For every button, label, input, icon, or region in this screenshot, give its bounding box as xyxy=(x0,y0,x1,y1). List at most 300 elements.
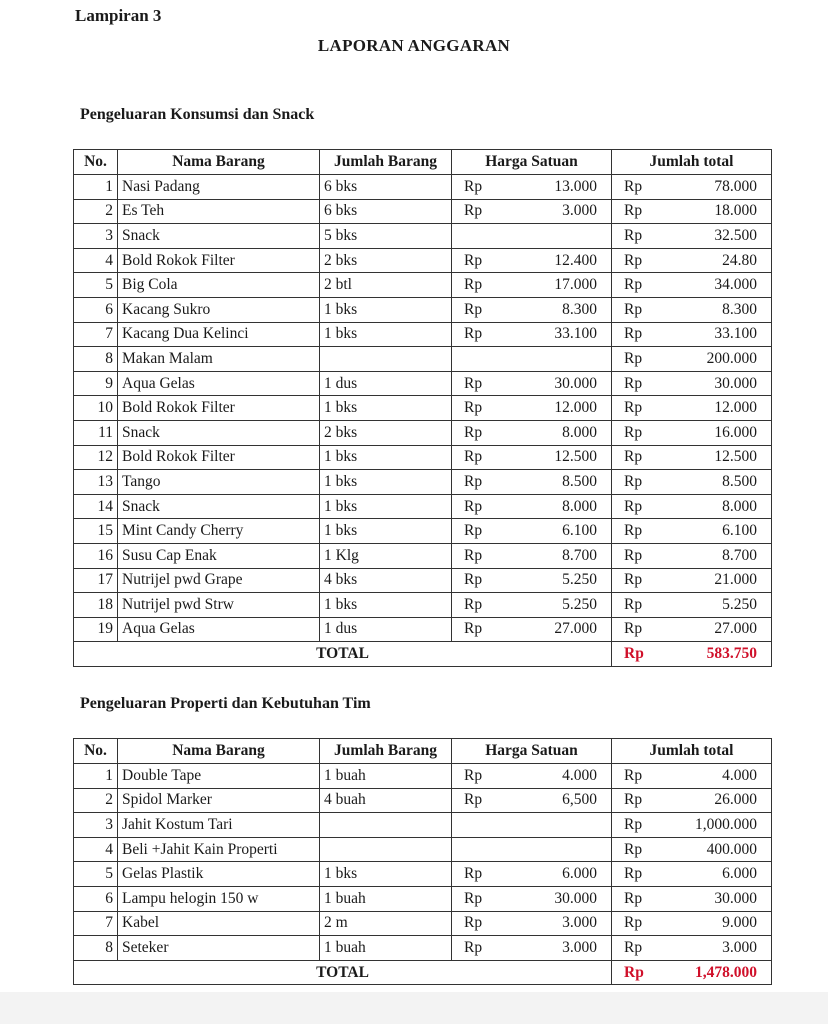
line-total xyxy=(616,471,767,493)
line-total-amount: 26.000 xyxy=(714,791,757,809)
unit-price-amount: 8.000 xyxy=(562,423,597,441)
document-title: LAPORAN ANGGARAN xyxy=(317,36,511,55)
row-number: 12 xyxy=(74,445,118,470)
table-row xyxy=(74,470,772,495)
table-row xyxy=(74,175,772,200)
item-quantity: 1 bks xyxy=(320,322,452,347)
unit-price-cell xyxy=(452,199,612,224)
currency-label: Rp xyxy=(464,865,483,883)
unit-price-amount: 30.000 xyxy=(554,889,597,907)
currency-label: Rp xyxy=(624,276,643,294)
currency-label: Rp xyxy=(624,571,643,589)
line-total-cell xyxy=(612,273,772,298)
table-row xyxy=(74,297,772,322)
item-quantity xyxy=(320,813,452,838)
col-header-item-name: Nama Barang xyxy=(118,150,320,175)
table-row xyxy=(74,224,772,249)
item-name: Bold Rokok Filter xyxy=(118,248,320,273)
currency-label: Rp xyxy=(464,620,483,638)
unit-price xyxy=(456,545,607,567)
item-quantity: 1 dus xyxy=(320,371,452,396)
currency-label: Rp xyxy=(464,889,483,907)
line-total-cell xyxy=(612,445,772,470)
line-total-cell xyxy=(612,568,772,593)
total-label: TOTAL xyxy=(74,642,612,667)
currency-label: Rp xyxy=(624,766,643,784)
line-total-cell xyxy=(612,371,772,396)
line-total-cell xyxy=(612,470,772,495)
item-quantity xyxy=(320,837,452,862)
unit-price-amount: 8.000 xyxy=(562,497,597,515)
table-row xyxy=(74,911,772,936)
line-total xyxy=(616,176,767,198)
unit-price-cell xyxy=(452,371,612,396)
item-name: Tango xyxy=(118,470,320,495)
unit-price-cell xyxy=(452,862,612,887)
line-total xyxy=(616,323,767,345)
currency-label: Rp xyxy=(464,522,483,540)
line-total-amount: 21.000 xyxy=(714,571,757,589)
line-total xyxy=(616,594,767,616)
item-name: Jahit Kostum Tari xyxy=(118,813,320,838)
row-number: 7 xyxy=(74,322,118,347)
item-name: Susu Cap Enak xyxy=(118,543,320,568)
unit-price-cell xyxy=(452,837,612,862)
unit-price-cell xyxy=(452,470,612,495)
line-total xyxy=(616,274,767,296)
grand-total xyxy=(616,643,767,665)
row-number: 2 xyxy=(74,199,118,224)
line-total xyxy=(616,200,767,222)
line-total-cell xyxy=(612,813,772,838)
col-header-unit-price: Harga Satuan xyxy=(452,150,612,175)
item-quantity: 1 bks xyxy=(320,297,452,322)
currency-label: Rp xyxy=(464,423,483,441)
unit-price xyxy=(456,888,607,910)
unit-price-amount: 3.000 xyxy=(562,914,597,932)
currency-label: Rp xyxy=(624,620,643,638)
line-total xyxy=(616,250,767,272)
unit-price xyxy=(456,446,607,468)
unit-price xyxy=(456,912,607,934)
unit-price xyxy=(456,937,607,959)
unit-price-cell xyxy=(452,936,612,961)
unit-price-cell xyxy=(452,420,612,445)
line-total xyxy=(616,888,767,910)
currency-label: Rp xyxy=(624,815,643,833)
item-quantity: 1 bks xyxy=(320,519,452,544)
currency-label: Rp xyxy=(464,276,483,294)
currency-label: Rp xyxy=(624,226,643,244)
currency-label: Rp xyxy=(464,766,483,784)
unit-price-cell xyxy=(452,322,612,347)
currency-label: Rp xyxy=(624,595,643,613)
unit-price-amount: 27.000 xyxy=(554,620,597,638)
item-quantity: 4 buah xyxy=(320,788,452,813)
item-name: Aqua Gelas xyxy=(118,371,320,396)
item-name: Beli +Jahit Kain Properti xyxy=(118,837,320,862)
line-total-amount: 4.000 xyxy=(722,766,757,784)
line-total-amount: 32.500 xyxy=(714,226,757,244)
currency-label: Rp xyxy=(464,177,483,195)
item-quantity: 1 bks xyxy=(320,593,452,618)
table-row xyxy=(74,862,772,887)
unit-price-amount: 3.000 xyxy=(562,202,597,220)
currency-label: Rp xyxy=(464,202,483,220)
grand-total-cell xyxy=(612,642,772,667)
line-total-amount: 6.100 xyxy=(722,522,757,540)
currency-label: Rp xyxy=(624,325,643,343)
item-name: Kacang Dua Kelinci xyxy=(118,322,320,347)
unit-price-cell xyxy=(452,347,612,372)
line-total xyxy=(616,789,767,811)
currency-label: Rp xyxy=(464,399,483,417)
item-quantity: 1 Klg xyxy=(320,543,452,568)
item-quantity: 1 buah xyxy=(320,764,452,789)
line-total-amount: 3.000 xyxy=(722,938,757,956)
currency-label: Rp xyxy=(624,546,643,564)
unit-price xyxy=(456,200,607,222)
line-total-amount: 9.000 xyxy=(722,914,757,932)
col-header-quantity: Jumlah Barang xyxy=(320,739,452,764)
grand-total xyxy=(616,962,767,984)
unit-price-cell xyxy=(452,813,612,838)
currency-label: Rp xyxy=(464,914,483,932)
unit-price-cell xyxy=(452,911,612,936)
item-name: Kabel xyxy=(118,911,320,936)
table-row xyxy=(74,273,772,298)
unit-price-cell xyxy=(452,248,612,273)
line-total xyxy=(616,937,767,959)
table-row xyxy=(74,617,772,642)
unit-price xyxy=(456,618,607,640)
unit-price-amount: 3.000 xyxy=(562,938,597,956)
item-quantity: 1 bks xyxy=(320,470,452,495)
line-total-cell xyxy=(612,837,772,862)
unit-price-cell xyxy=(452,494,612,519)
currency-label: Rp xyxy=(624,177,643,195)
unit-price-amount: 12.400 xyxy=(554,251,597,269)
line-total-amount: 8.500 xyxy=(722,472,757,490)
line-total-amount: 18.000 xyxy=(714,202,757,220)
unit-price xyxy=(456,471,607,493)
header-row xyxy=(74,150,772,175)
unit-price-cell xyxy=(452,788,612,813)
row-number: 14 xyxy=(74,494,118,519)
line-total-amount: 12.500 xyxy=(714,448,757,466)
line-total-amount: 30.000 xyxy=(714,889,757,907)
bottom-strip xyxy=(0,992,828,1024)
row-number: 5 xyxy=(74,862,118,887)
item-name: Es Teh xyxy=(118,199,320,224)
unit-price xyxy=(456,274,607,296)
line-total-amount: 78.000 xyxy=(714,177,757,195)
table-row xyxy=(74,788,772,813)
line-total-cell xyxy=(612,911,772,936)
table-row xyxy=(74,568,772,593)
line-total xyxy=(616,863,767,885)
currency-label: Rp xyxy=(624,202,643,220)
total-row xyxy=(74,642,772,667)
item-quantity: 1 buah xyxy=(320,936,452,961)
line-total-amount: 30.000 xyxy=(714,374,757,392)
item-quantity: 1 buah xyxy=(320,886,452,911)
unit-price xyxy=(456,373,607,395)
line-total-cell xyxy=(612,199,772,224)
line-total xyxy=(616,814,767,836)
item-name: Nutrijel pwd Strw xyxy=(118,593,320,618)
unit-price xyxy=(456,789,607,811)
appendix-label: Lampiran 3 xyxy=(75,6,162,25)
currency-label: Rp xyxy=(624,840,643,858)
table-row xyxy=(74,199,772,224)
line-total-cell xyxy=(612,764,772,789)
item-name: Makan Malam xyxy=(118,347,320,372)
currency-label: Rp xyxy=(464,448,483,466)
currency-label: Rp xyxy=(624,472,643,490)
item-name: Gelas Plastik xyxy=(118,862,320,887)
currency-label: Rp xyxy=(464,497,483,515)
row-number: 10 xyxy=(74,396,118,421)
unit-price-amount: 33.100 xyxy=(554,325,597,343)
line-total-cell xyxy=(612,396,772,421)
currency-label: Rp xyxy=(624,300,643,318)
line-total-cell xyxy=(612,347,772,372)
unit-price xyxy=(456,569,607,591)
row-number: 8 xyxy=(74,936,118,961)
currency-label: Rp xyxy=(464,472,483,490)
table-row xyxy=(74,813,772,838)
item-name: Seteker xyxy=(118,936,320,961)
line-total-amount: 8.300 xyxy=(722,300,757,318)
currency-label: Rp xyxy=(624,865,643,883)
col-header-total: Jumlah total xyxy=(612,739,772,764)
row-number: 7 xyxy=(74,911,118,936)
unit-price xyxy=(456,250,607,272)
section-title-property: Pengeluaran Properti dan Kebutuhan Tim xyxy=(80,695,371,712)
table-row xyxy=(74,347,772,372)
line-total-cell xyxy=(612,936,772,961)
table-row xyxy=(74,322,772,347)
unit-price xyxy=(456,863,607,885)
currency-label: Rp xyxy=(624,374,643,392)
col-header-no: No. xyxy=(74,739,118,764)
currency-label: Rp xyxy=(464,791,483,809)
line-total xyxy=(616,839,767,861)
line-total-amount: 34.000 xyxy=(714,276,757,294)
line-total-cell xyxy=(612,519,772,544)
line-total xyxy=(616,225,767,247)
row-number: 5 xyxy=(74,273,118,298)
unit-price-amount: 8.500 xyxy=(562,472,597,490)
unit-price-cell xyxy=(452,273,612,298)
grand-total-amount: 583.750 xyxy=(706,645,757,663)
line-total xyxy=(616,912,767,934)
line-total xyxy=(616,569,767,591)
header-row xyxy=(74,739,772,764)
currency-label: Rp xyxy=(624,399,643,417)
item-quantity: 1 bks xyxy=(320,862,452,887)
row-number: 3 xyxy=(74,224,118,249)
line-total-cell xyxy=(612,543,772,568)
currency-label: Rp xyxy=(464,938,483,956)
unit-price-cell xyxy=(452,568,612,593)
unit-price xyxy=(456,520,607,542)
currency-label: Rp xyxy=(464,251,483,269)
line-total xyxy=(616,422,767,444)
unit-price-amount: 8.300 xyxy=(562,300,597,318)
line-total-cell xyxy=(612,862,772,887)
item-quantity: 2 bks xyxy=(320,420,452,445)
line-total xyxy=(616,348,767,370)
unit-price-amount: 4.000 xyxy=(562,766,597,784)
section-title-consumption: Pengeluaran Konsumsi dan Snack xyxy=(80,106,315,123)
currency-label: Rp xyxy=(624,349,643,367)
table-row xyxy=(74,494,772,519)
line-total-cell xyxy=(612,420,772,445)
line-total-cell xyxy=(612,322,772,347)
item-quantity: 2 m xyxy=(320,911,452,936)
unit-price-amount: 5.250 xyxy=(562,571,597,589)
unit-price-amount: 17.000 xyxy=(554,276,597,294)
unit-price-cell xyxy=(452,886,612,911)
table-row xyxy=(74,519,772,544)
item-name: Snack xyxy=(118,224,320,249)
item-quantity: 4 bks xyxy=(320,568,452,593)
unit-price-cell xyxy=(452,175,612,200)
col-header-unit-price: Harga Satuan xyxy=(452,739,612,764)
line-total xyxy=(616,446,767,468)
unit-price xyxy=(456,594,607,616)
table-row xyxy=(74,764,772,789)
row-number: 11 xyxy=(74,420,118,445)
unit-price-cell xyxy=(452,396,612,421)
currency-label: Rp xyxy=(624,938,643,956)
line-total-amount: 27.000 xyxy=(714,620,757,638)
item-quantity: 1 bks xyxy=(320,445,452,470)
line-total xyxy=(616,618,767,640)
unit-price-cell xyxy=(452,297,612,322)
item-quantity: 5 bks xyxy=(320,224,452,249)
table-row xyxy=(74,445,772,470)
row-number: 4 xyxy=(74,248,118,273)
line-total-cell xyxy=(612,593,772,618)
item-quantity: 1 bks xyxy=(320,396,452,421)
item-quantity: 2 btl xyxy=(320,273,452,298)
currency-label: Rp xyxy=(624,497,643,515)
item-name: Mint Candy Cherry xyxy=(118,519,320,544)
line-total-cell xyxy=(612,617,772,642)
line-total-cell xyxy=(612,175,772,200)
unit-price-amount: 13.000 xyxy=(554,177,597,195)
unit-price-amount: 5.250 xyxy=(562,595,597,613)
unit-price-amount: 8.700 xyxy=(562,546,597,564)
currency-label: Rp xyxy=(464,374,483,392)
unit-price-cell xyxy=(452,224,612,249)
item-name: Snack xyxy=(118,494,320,519)
row-number: 6 xyxy=(74,297,118,322)
table-row xyxy=(74,543,772,568)
unit-price xyxy=(456,299,607,321)
unit-price-cell xyxy=(452,543,612,568)
item-name: Aqua Gelas xyxy=(118,617,320,642)
row-number: 6 xyxy=(74,886,118,911)
line-total-amount: 5.250 xyxy=(722,595,757,613)
line-total xyxy=(616,545,767,567)
grand-total-amount: 1,478.000 xyxy=(695,963,757,981)
line-total-amount: 200.000 xyxy=(706,349,757,367)
grand-total-currency: Rp xyxy=(624,963,644,981)
line-total-amount: 24.80 xyxy=(722,251,757,269)
line-total-cell xyxy=(612,224,772,249)
currency-label: Rp xyxy=(464,571,483,589)
total-label: TOTAL xyxy=(74,960,612,985)
unit-price-amount: 12.000 xyxy=(554,399,597,417)
unit-price xyxy=(456,496,607,518)
currency-label: Rp xyxy=(464,300,483,318)
unit-price-amount: 6.000 xyxy=(562,865,597,883)
item-name: Nutrijel pwd Grape xyxy=(118,568,320,593)
row-number: 1 xyxy=(74,175,118,200)
unit-price-cell xyxy=(452,764,612,789)
unit-price-amount: 6.100 xyxy=(562,522,597,540)
unit-price-amount: 12.500 xyxy=(554,448,597,466)
table-row xyxy=(74,837,772,862)
table-row xyxy=(74,248,772,273)
currency-label: Rp xyxy=(624,522,643,540)
table-row xyxy=(74,371,772,396)
unit-price xyxy=(456,765,607,787)
row-number: 18 xyxy=(74,593,118,618)
col-header-total: Jumlah total xyxy=(612,150,772,175)
line-total-amount: 16.000 xyxy=(714,423,757,441)
line-total-amount: 1,000.000 xyxy=(695,815,757,833)
currency-label: Rp xyxy=(464,325,483,343)
table-row xyxy=(74,396,772,421)
line-total-amount: 12.000 xyxy=(714,399,757,417)
line-total xyxy=(616,397,767,419)
unit-price xyxy=(456,397,607,419)
consumption-budget-table xyxy=(73,149,772,667)
item-name: Kacang Sukro xyxy=(118,297,320,322)
row-number: 8 xyxy=(74,347,118,372)
line-total-amount: 8.700 xyxy=(722,546,757,564)
unit-price-cell xyxy=(452,519,612,544)
currency-label: Rp xyxy=(464,595,483,613)
unit-price xyxy=(456,323,607,345)
unit-price-amount: 30.000 xyxy=(554,374,597,392)
item-quantity: 6 bks xyxy=(320,199,452,224)
row-number: 19 xyxy=(74,617,118,642)
item-quantity: 1 dus xyxy=(320,617,452,642)
line-total-amount: 6.000 xyxy=(722,865,757,883)
unit-price-cell xyxy=(452,617,612,642)
item-name: Bold Rokok Filter xyxy=(118,396,320,421)
unit-price-amount: 6,500 xyxy=(562,791,597,809)
item-quantity: 1 bks xyxy=(320,494,452,519)
row-number: 3 xyxy=(74,813,118,838)
line-total xyxy=(616,765,767,787)
item-quantity: 2 bks xyxy=(320,248,452,273)
grand-total-currency: Rp xyxy=(624,645,644,663)
grand-total-cell xyxy=(612,960,772,985)
table-row xyxy=(74,886,772,911)
currency-label: Rp xyxy=(624,423,643,441)
item-name: Lampu helogin 150 w xyxy=(118,886,320,911)
line-total-amount: 33.100 xyxy=(714,325,757,343)
line-total-cell xyxy=(612,788,772,813)
currency-label: Rp xyxy=(624,251,643,269)
